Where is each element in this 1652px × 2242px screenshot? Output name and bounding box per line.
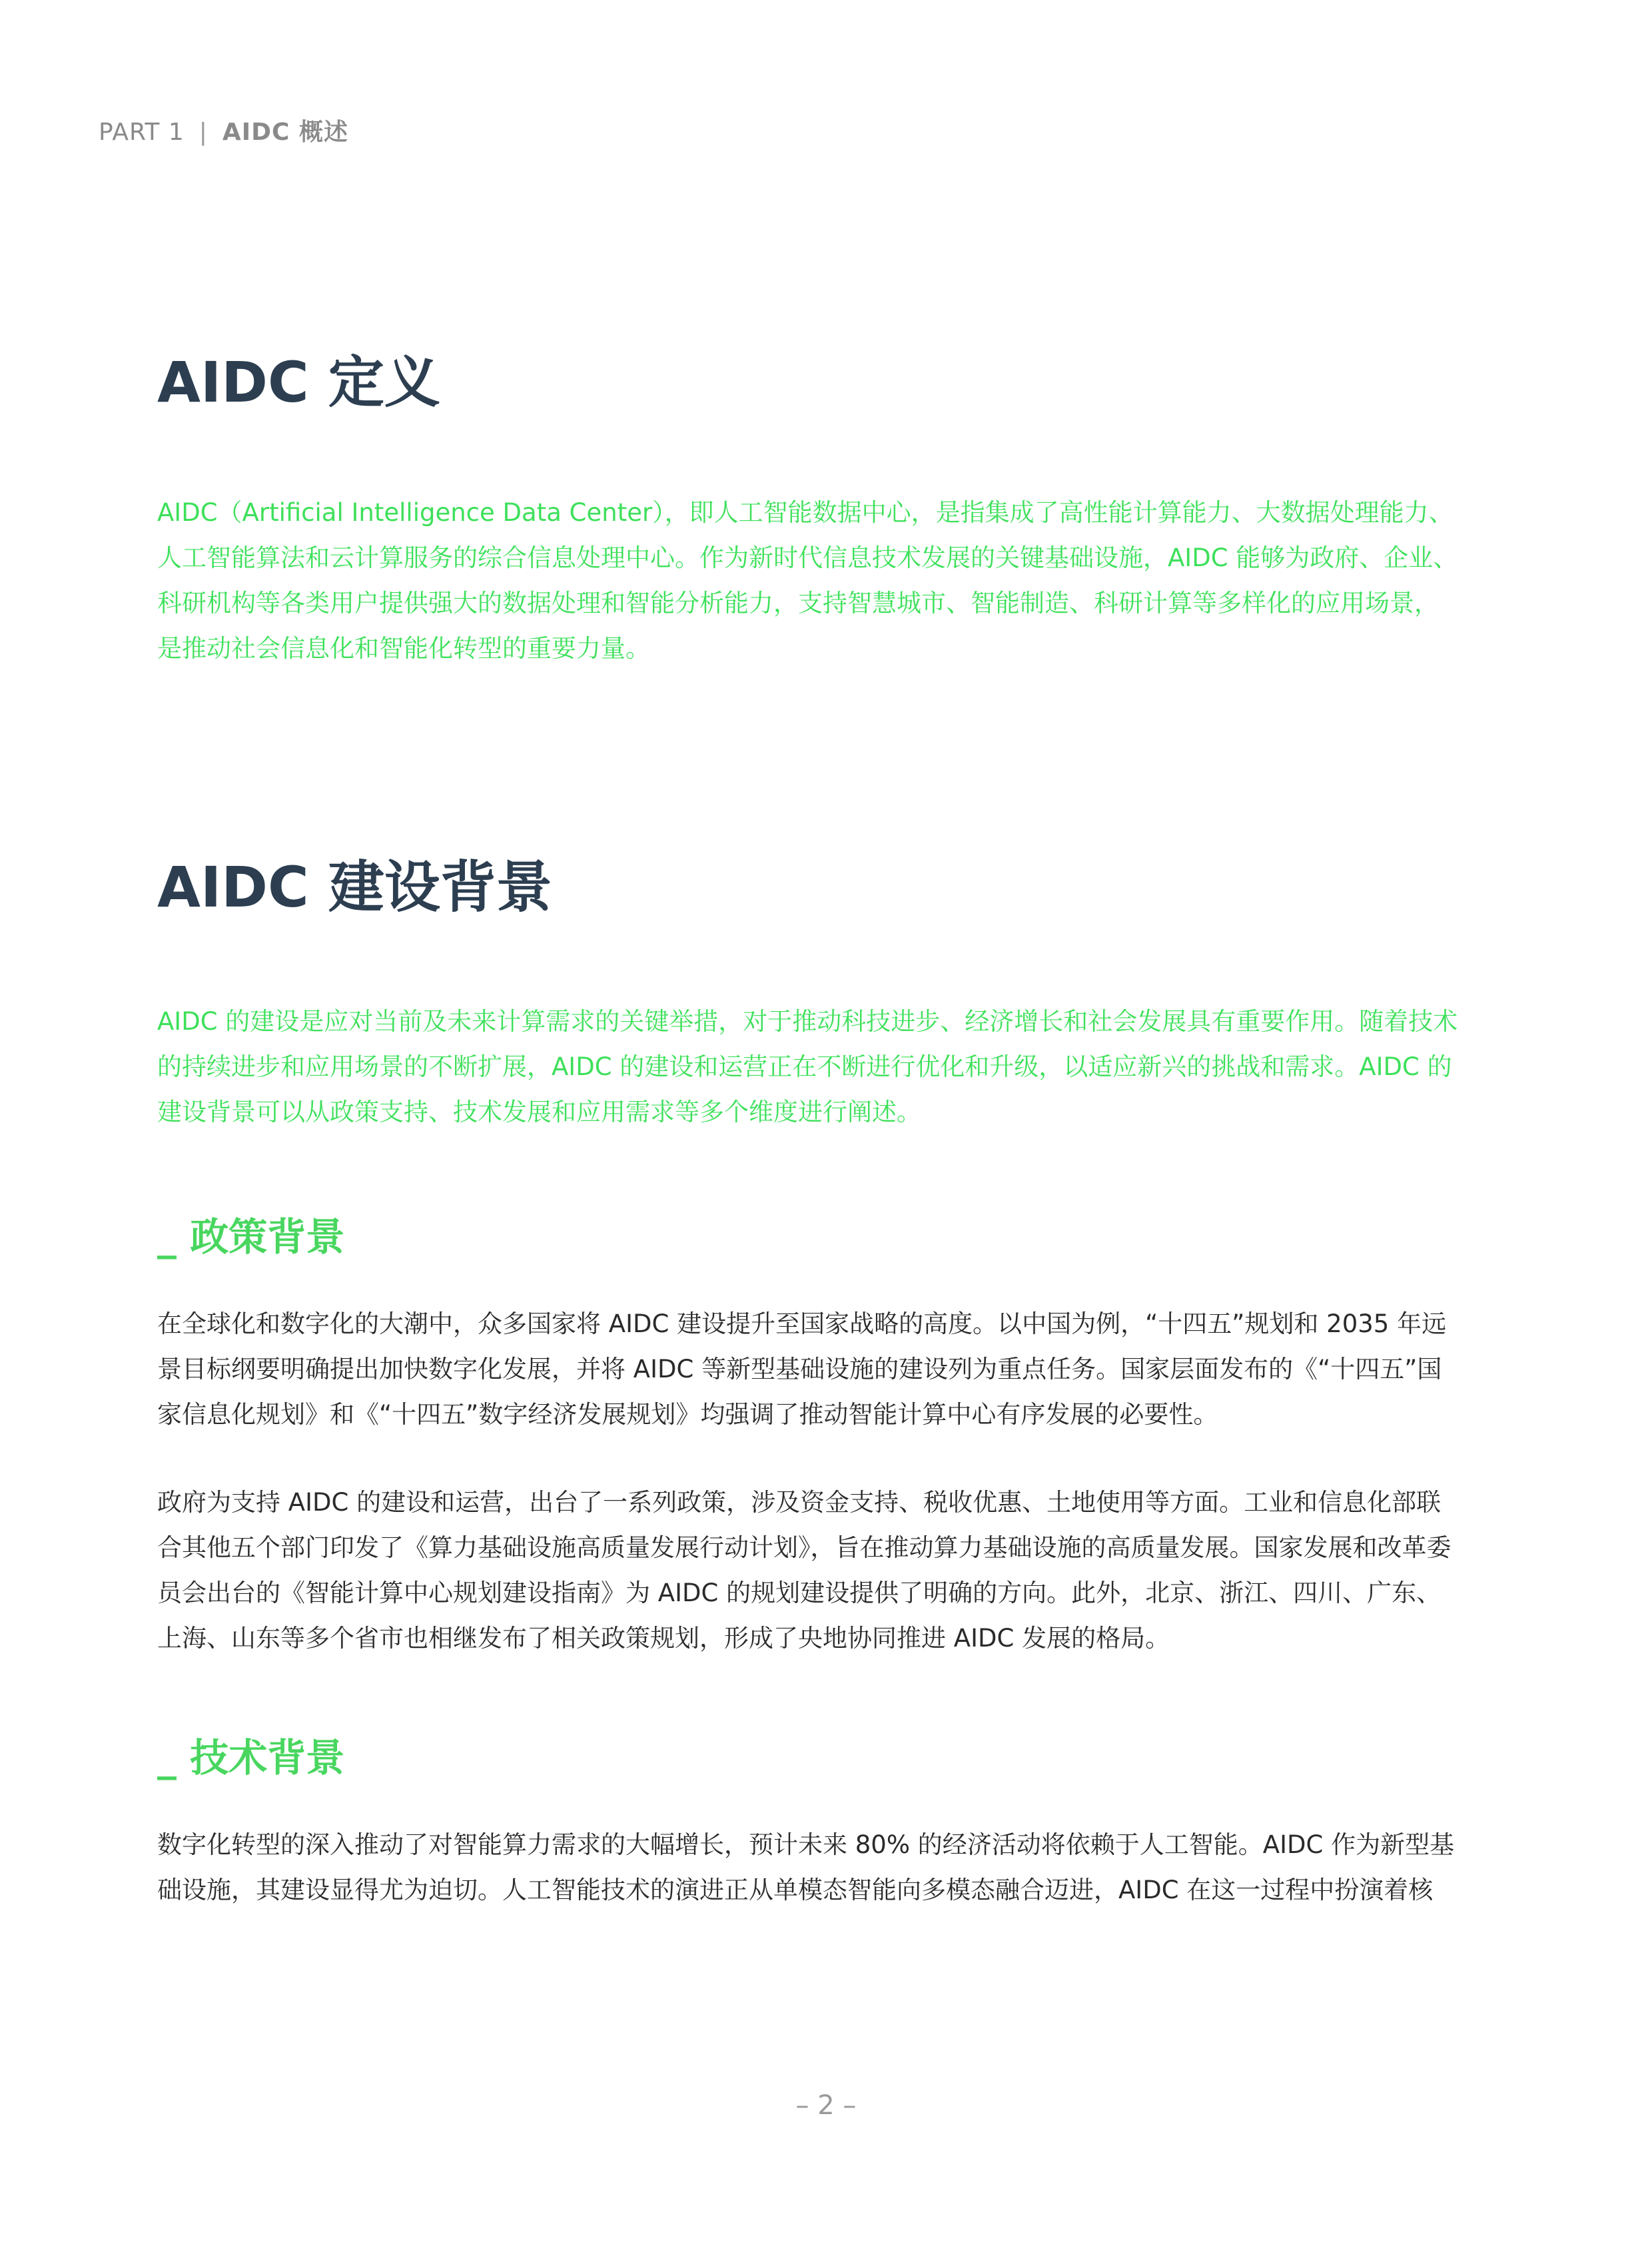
header-separator: | (199, 119, 208, 146)
background-intro-paragraph: AIDC 的建设是应对当前及未来计算需求的关键举措，对于推动科技进步、经济增长和社会发展具有重要作用。随着技术的持续进步和应用场景的不断扩展，AIDC 的建设和运营正在不断进行优化和升级，以适应新兴的挑战和需求。AIDC 的建设背景可以从政策支持、技术发展和应用需求等多个维度进行阐述。 (157, 1007, 1458, 1126)
subsection-title-policy: _ 政策背景 (157, 1214, 345, 1260)
running-header (99, 113, 348, 147)
technology-paragraph-1: 数字化转型的深入推动了对智能算力需求的大幅增长，预计未来 80% 的经济活动将依赖于人工智能。AIDC 作为新型基础设施，其建设显得尤为迫切。人工智能技术的演进正从单模态智能向多模态融合迈进，AIDC 在这一过程中扮演着核 (157, 1830, 1455, 1904)
header-section: AIDC 概述 (222, 119, 348, 146)
policy-paragraph-1: 在全球化和数字化的大潮中，众多国家将 AIDC 建设提升至国家战略的高度。以中国为例，“十四五”规划和 2035 年远景目标纲要明确提出加快数字化发展，并将 AIDC 等新型基础设施的建设列为重点任务。国家层面发布的《“十四五”国家信息化规划》和《“十四五”数字经济发展规划》均强调了推动智能计算中心有序发展的必要性。 (157, 1309, 1447, 1429)
subsection-title-technology: _ 技术背景 (157, 1735, 345, 1780)
page-number: – 2 – (795, 2090, 857, 2121)
section-title-definition: AIDC 定义 (157, 350, 440, 415)
section-title-background: AIDC 建设背景 (157, 855, 552, 920)
header-part: PART 1 (99, 119, 185, 146)
policy-paragraph-2: 政府为支持 AIDC 的建设和运营，出台了一系列政策，涉及资金支持、税收优惠、土地使用等方面。工业和信息化部联合其他五个部门印发了《算力基础设施高质量发展行动计划》，旨在推动算力基础设施的高质量发展。国家发展和改革委员会出台的《智能计算中心规划建设指南》为 AIDC 的规划建设提供了明确的方向。此外，北京、浙江、四川、广东、上海、山东等多个省市也相继发布了相关政策规划，形成了央地协同推进 AIDC 发展的格局。 (157, 1488, 1451, 1653)
definition-paragraph: AIDC（Artificial Intelligence Data Center），即人工智能数据中心，是指集成了高性能计算能力、大数据处理能力、人工智能算法和云计算服务的综合信息处理中心。作为新时代信息技术发展的关键基础设施，AIDC 能够为政府、企业、科研机构等各类用户提供强大的数据处理和智能分析能力，支持智慧城市、智能制造、科研计算等多样化的应用场景，是推动社会信息化和智能化转型的重要力量。 (157, 498, 1458, 663)
